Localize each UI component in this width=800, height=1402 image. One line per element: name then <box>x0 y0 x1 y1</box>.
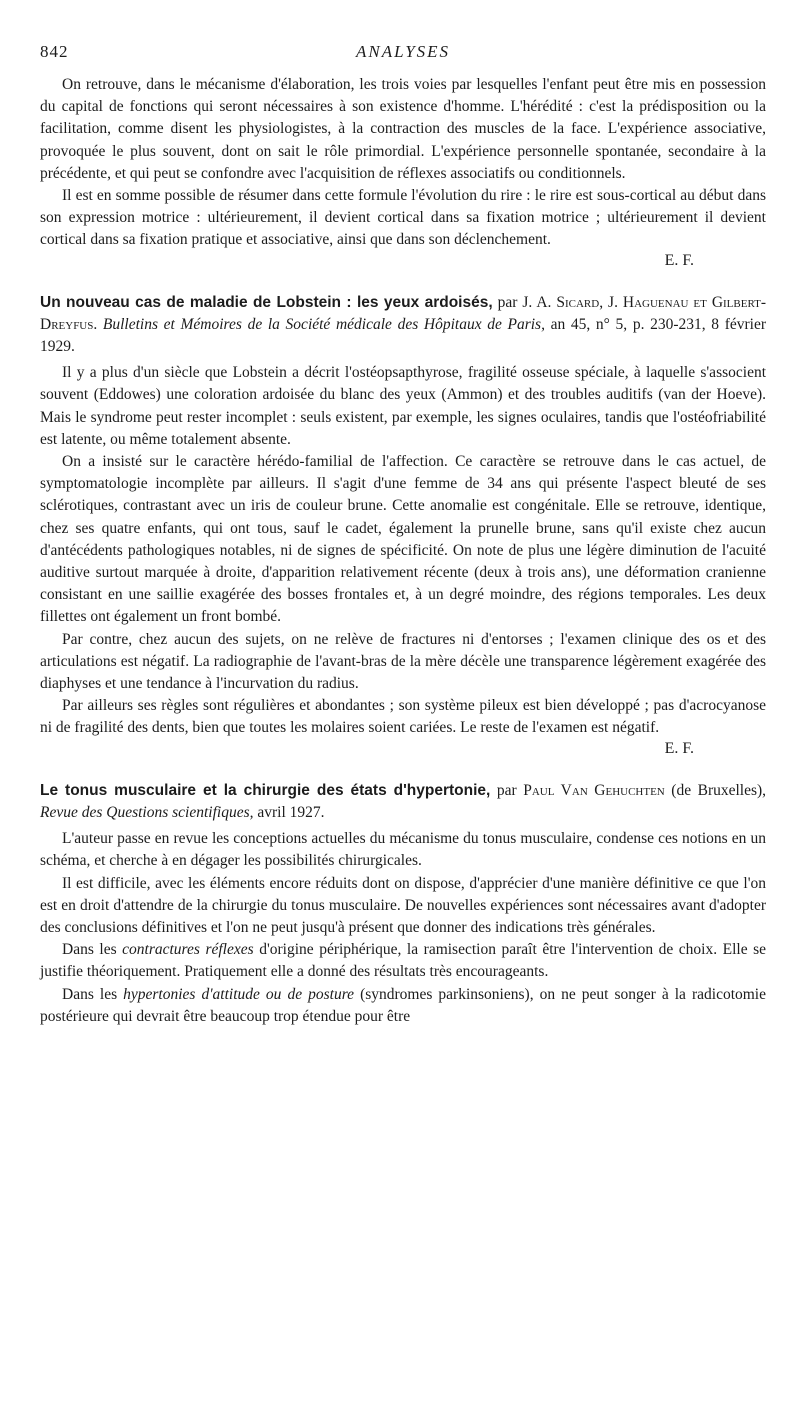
emphasized-term: contractures réflexes <box>122 941 254 959</box>
body-paragraph: Il est difficile, avec les éléments encore réduits dont on dispose, d'apprécier d'une manière définitive ce que l'on est en droit d'attendre de la chirurgie du tonus musculaire. De nouvelles expériences sont nécessaires avant d'adopter des conclusions définitives et l'on ne peut jusqu'à présent que donner des indications très générales. <box>40 874 766 936</box>
body-paragraph <box>40 939 766 983</box>
signature-line <box>40 252 766 270</box>
reviewer-signature: E. F. <box>664 251 694 269</box>
running-head <box>40 42 766 64</box>
page-number: 842 <box>40 42 69 61</box>
text-run: d'origine périphérique, la ramisection paraît être l'intervention de choix. Elle se justifie théoriquement. Pratiquement elle a donné des résultats très encourageants. <box>40 941 767 981</box>
article-title: Le tonus musculaire et la chirurgie des états d'hypertonie, <box>40 781 491 799</box>
author-affiliation: (de Bruxelles), <box>671 781 767 799</box>
article-heading <box>40 292 766 359</box>
source-journal: Bulletins et Mémoires de la Société médicale des Hôpitaux de Paris, <box>102 315 545 333</box>
source-details: an 45, n° 5, p. 230-231, 8 février 1929. <box>40 315 766 356</box>
source-details: avril 1927. <box>257 803 325 821</box>
text-run: Dans les <box>62 985 118 1003</box>
body-paragraph: L'auteur passe en revue les conceptions actuelles du mécanisme du tonus musculaire, condense ces notions en un schéma, et cherche à en dégager les possibilités chirurgicales. <box>40 830 766 870</box>
by-word: par <box>497 293 518 311</box>
body-paragraph: On a insisté sur le caractère hérédo-familial de l'affection. Ce caractère se retrouve dans le cas actuel, de symptomatologie incomplète par ailleurs. Il s'agit d'une femme de 34 ans qui présente l'aspect bleuté de ses sclérotiques, contrastant avec un iris de couleur brune. Cette anomalie est congénitale. Elle se retrouve, identique, chez ses quatre enfants, qui ont tous, sauf le cadet, également la prunelle brune, sans qu'il existe chez aucun d'antécédents pathologiques notables, ni de signes de spécificité. On note de plus une légère diminution de l'acuité auditive surtout marquée à droite, d'apparition relativement récente (deux à trois ans), une déformation cranienne consistant en une saillie exagérée des bosses frontales et, à un degré moindre, des régions temporales. Les deux fillettes ont également un front bombé. <box>40 453 766 626</box>
authors-second: J. Haguenau et Gilbert-Dreyfus. <box>40 293 767 333</box>
emphasized-term: hypertonies d'attitude ou de posture <box>123 985 355 1003</box>
text-run: Dans les <box>62 941 117 959</box>
article-muscle-tone <box>40 780 766 1028</box>
article-heading <box>40 780 766 824</box>
author-name: Paul Van Gehuchten <box>523 781 665 799</box>
body-paragraph <box>40 185 766 252</box>
article-laughter-continued <box>40 74 766 270</box>
reviewer-signature: E. F. <box>664 739 694 757</box>
body-paragraph <box>40 984 766 1028</box>
body-paragraph: Il y a plus d'un siècle que Lobstein a décrit l'ostéopsapthyrose, fragilité osseuse spéciale, à laquelle s'associent souvent (Eddowes) une coloration ardoisée du blanc des yeux (Ammon) et des troubles auditifs (van der Hoeve). Mais le syndrome peut rester incomplet : seuls existent, par exemple, les signes oculaires, tandis que l'ostéofriabilité est latente, ou même totalement absente. <box>40 364 766 448</box>
body-paragraph: On retrouve, dans le mécanisme d'élaboration, les trois voies par lesquelles l'enfant peut être mis en possession du capital de fonctions qui seront nécessaires à son existence d'homme. L'hérédité : c'est la prédisposition ou la facilitation, comme disent les physiologistes, à la contraction des muscles de la face. L'expérience associative, provoquée le plus souvent, dont on sait le rôle primordial. L'expérience personnelle spontanée, secondaire à la précédente, et qui peut se confondre avec l'acquisition de réflexes associatifs ou conditionnels. <box>40 76 766 182</box>
body-paragraph: Par ailleurs ses règles sont régulières et abondantes ; son système pileux est bien développé ; pas d'acrocyanose ni de fragilité des dents, bien que toutes les molaires soient cariées. Le reste de l'examen est négatif. <box>40 697 766 737</box>
text-run: (syndromes parkinsoniens), on ne peut songer à la radicotomie postérieure qui devrait être beaucoup trop étendue pour être <box>40 985 766 1025</box>
article-lobstein <box>40 292 766 758</box>
by-word: par <box>496 781 517 799</box>
journal-title: ANALYSES <box>355 42 451 61</box>
signature-line <box>40 740 766 758</box>
body-paragraph: Par contre, chez aucun des sujets, on ne relève de fractures ni d'entorses ; l'examen clinique des os et des articulations est négatif. La radiographie de l'avant-bras de la mère décèle une transparence légèrement exagérée des diaphyses et une tendance à l'incurvation du radius. <box>40 630 766 693</box>
paragraph-text: Il est en somme possible de résumer dans cette formule l'évolution du rire : le rire est sous-cortical au début dans son expression motrice : ultérieurement, il devient cortical dans sa fixation motrice ; ultérieurement il devient cortical dans sa fixation pratique et associative, ainsi que dans son déclenchement. <box>40 187 766 249</box>
authors-first: J. A. Sicard, <box>522 293 604 311</box>
article-title: Un nouveau cas de maladie de Lobstein : les yeux ardoisés, <box>40 293 493 311</box>
source-journal: Revue des Questions scientifiques, <box>40 803 254 821</box>
